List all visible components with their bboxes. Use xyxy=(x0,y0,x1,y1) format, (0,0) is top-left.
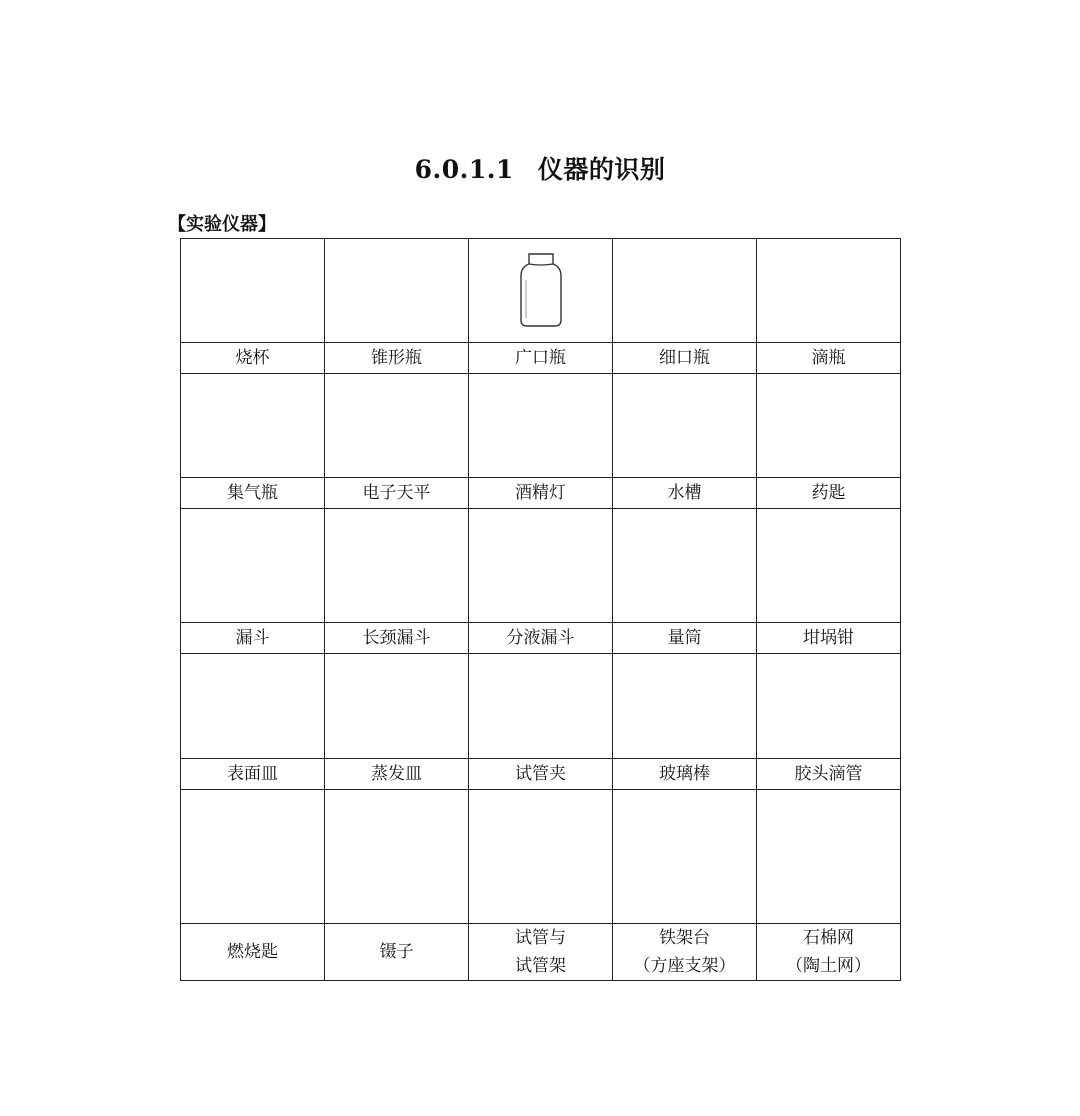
instrument-label: 表面皿 xyxy=(181,759,325,790)
instrument-label: 电子天平 xyxy=(325,478,469,509)
image-cell-beaker xyxy=(181,239,325,343)
instrument-label: 长颈漏斗 xyxy=(325,623,469,654)
page-title xyxy=(0,150,1080,186)
instrument-label: 燃烧匙 xyxy=(181,924,325,981)
wide-mouth-bottle-icon xyxy=(516,252,566,330)
image-cell-water-trough xyxy=(613,374,757,478)
instrument-label: 镊子 xyxy=(325,924,469,981)
instrument-label: 试管与 试管架 xyxy=(469,924,613,981)
image-cell-separatory-funnel xyxy=(469,509,613,623)
instrument-label: 滴瓶 xyxy=(757,343,901,374)
instrument-label: 试管夹 xyxy=(469,759,613,790)
image-cell-long-neck-funnel xyxy=(325,509,469,623)
image-cell-crucible-tongs xyxy=(757,509,901,623)
instrument-label: 胶头滴管 xyxy=(757,759,901,790)
image-cell-conical-flask xyxy=(325,239,469,343)
instrument-label: 锥形瓶 xyxy=(325,343,469,374)
image-cell-test-tube-and-rack xyxy=(469,790,613,924)
title-number: 6.0.1.1 xyxy=(414,155,514,184)
instrument-label: 坩埚钳 xyxy=(757,623,901,654)
section-label: 【实验仪器】 xyxy=(168,214,276,235)
instrument-label: 细口瓶 xyxy=(613,343,757,374)
instrument-label: 铁架台 （方座支架） xyxy=(613,924,757,981)
image-cell-dropper-bottle xyxy=(757,239,901,343)
instrument-label: 漏斗 xyxy=(181,623,325,654)
instrument-label: 烧杯 xyxy=(181,343,325,374)
image-cell-graduated-cylinder xyxy=(613,509,757,623)
image-cell-rubber-dropper xyxy=(757,654,901,759)
image-cell-evaporating-dish xyxy=(325,654,469,759)
instrument-label: 分液漏斗 xyxy=(469,623,613,654)
image-cell-test-tube-holder xyxy=(469,654,613,759)
image-cell-iron-stand xyxy=(613,790,757,924)
instrument-table xyxy=(180,238,901,981)
instrument-label: 药匙 xyxy=(757,478,901,509)
image-cell-narrow-mouth-bottle xyxy=(613,239,757,343)
instrument-label: 水槽 xyxy=(613,478,757,509)
image-cell-combustion-spoon xyxy=(181,790,325,924)
instrument-label: 酒精灯 xyxy=(469,478,613,509)
instrument-label: 玻璃棒 xyxy=(613,759,757,790)
image-cell-asbestos-gauze xyxy=(757,790,901,924)
title-text: 仪器的识别 xyxy=(537,155,666,184)
image-cell-tweezers xyxy=(325,790,469,924)
instrument-label: 广口瓶 xyxy=(469,343,613,374)
instrument-label: 量筒 xyxy=(613,623,757,654)
instrument-label: 集气瓶 xyxy=(181,478,325,509)
image-cell-electronic-balance xyxy=(325,374,469,478)
image-cell-funnel xyxy=(181,509,325,623)
instrument-label: 石棉网 （陶土网） xyxy=(757,924,901,981)
instrument-label: 蒸发皿 xyxy=(325,759,469,790)
image-cell-gas-collecting-bottle xyxy=(181,374,325,478)
image-cell-alcohol-lamp xyxy=(469,374,613,478)
image-cell-medicine-spoon xyxy=(757,374,901,478)
image-cell-watch-glass xyxy=(181,654,325,759)
image-cell-glass-rod xyxy=(613,654,757,759)
image-cell-wide-mouth-bottle xyxy=(469,239,613,343)
